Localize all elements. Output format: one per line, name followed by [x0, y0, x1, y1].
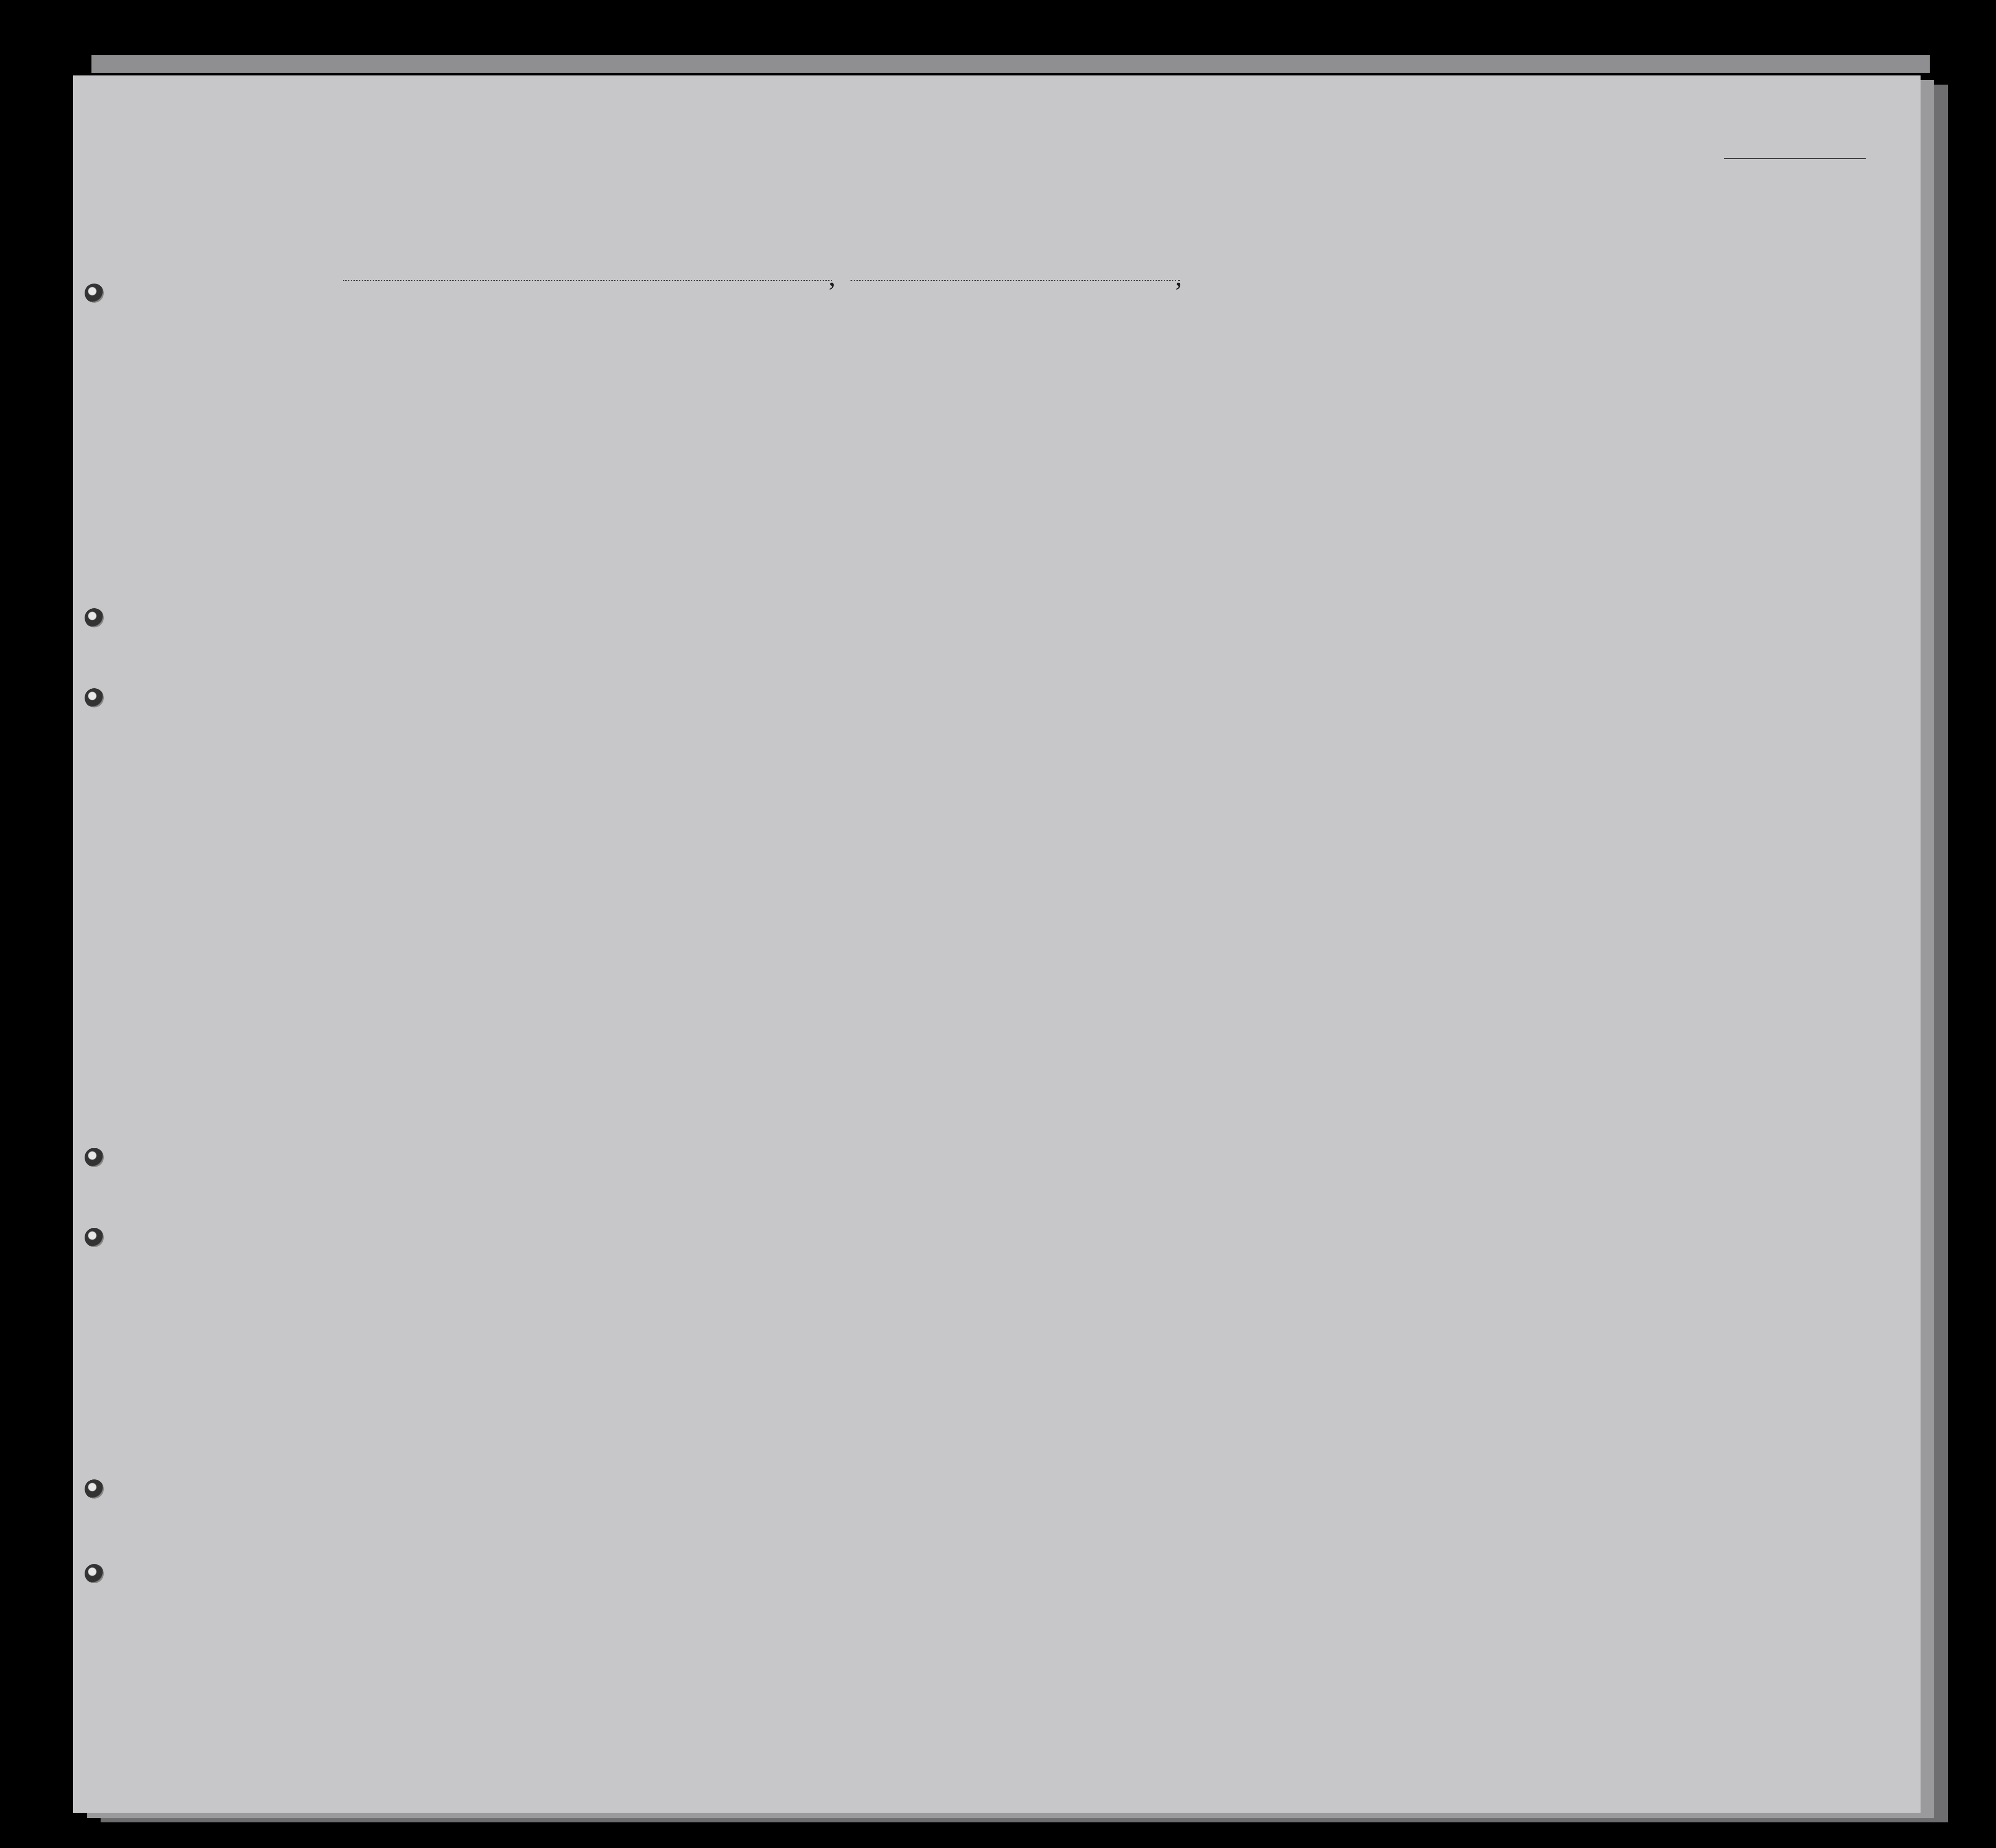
separator: , [1175, 261, 1182, 291]
separator: , [829, 261, 835, 291]
